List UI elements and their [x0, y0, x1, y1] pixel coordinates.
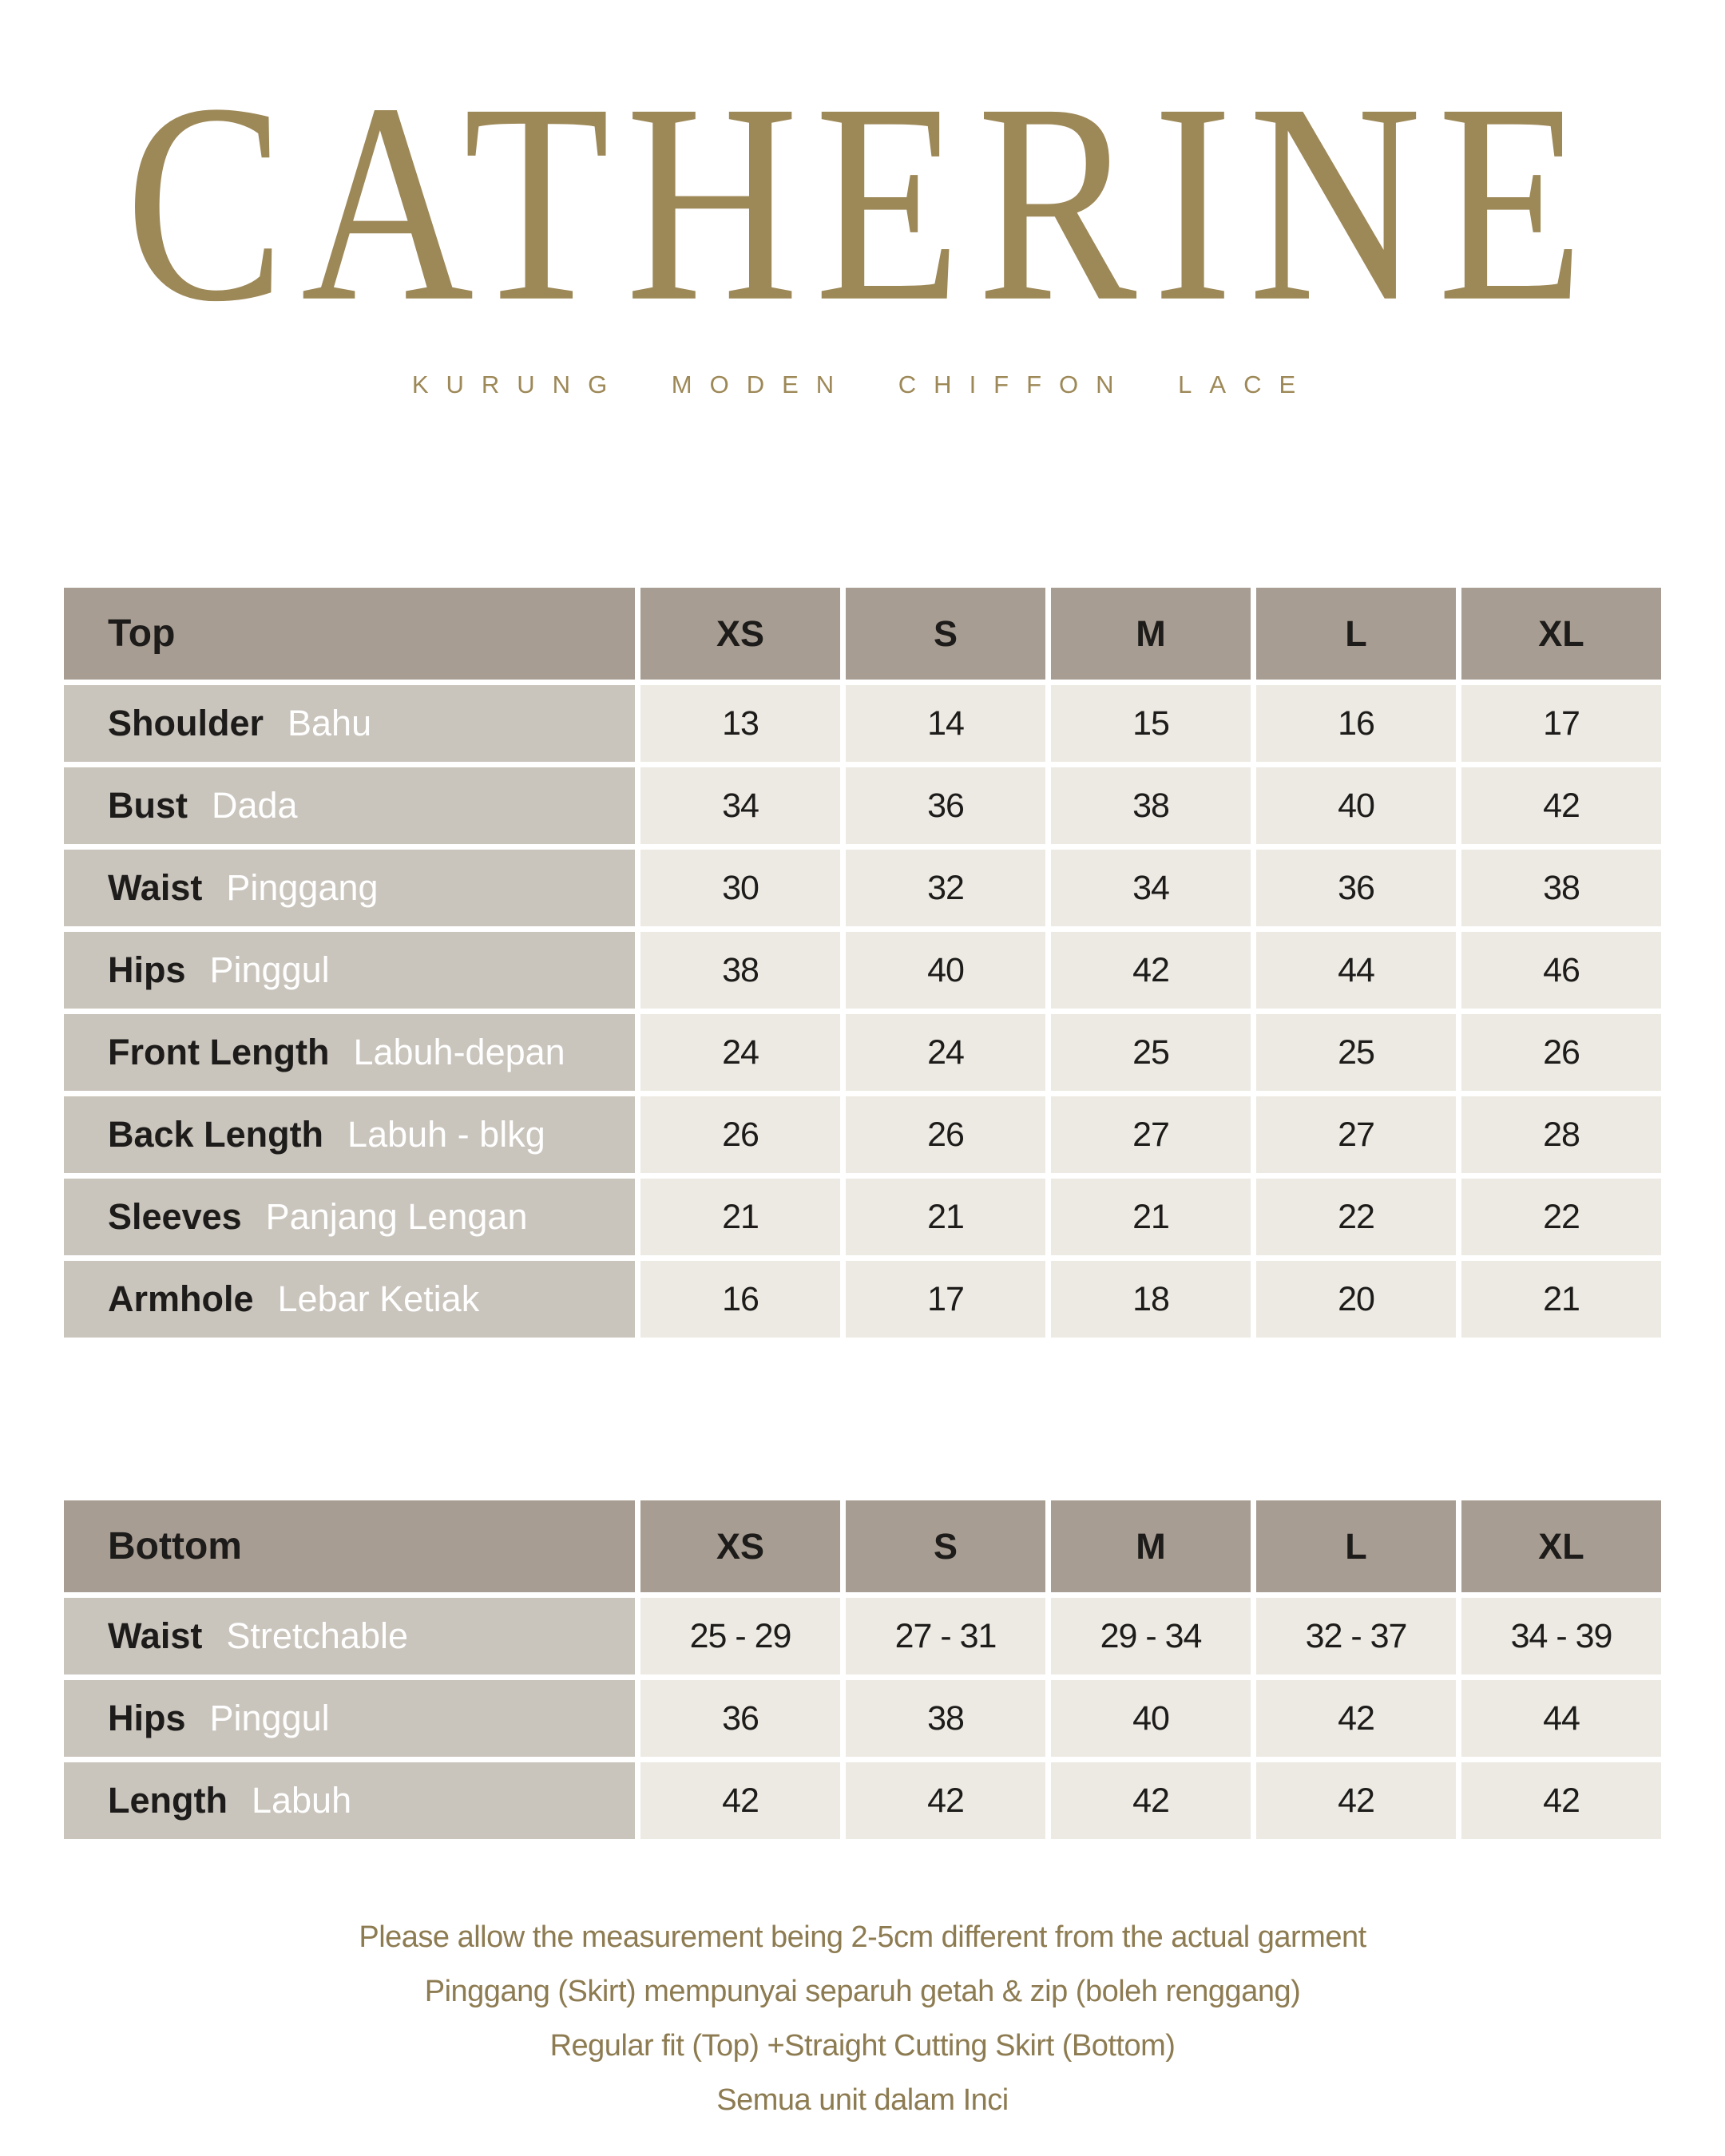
size-header-xs: XS — [640, 588, 840, 680]
cell-value: 21 — [640, 1179, 840, 1255]
row-label — [64, 685, 635, 762]
size-header-s: S — [846, 588, 1045, 680]
cell-value: 34 — [1051, 850, 1251, 926]
row-label-my: Panjang Lengan — [265, 1196, 528, 1237]
footer-line-3: Regular fit (Top) +Straight Cutting Skirt (Bottom) — [549, 2029, 1176, 2063]
cell-value: 38 — [1051, 767, 1251, 844]
row-label-en: Waist — [108, 867, 203, 908]
cell-value: 18 — [1051, 1261, 1251, 1338]
cell-value: 42 — [1051, 1762, 1251, 1839]
row-label-my: Pinggang — [226, 867, 379, 908]
table-row-bottom-waist — [64, 1598, 1661, 1674]
row-label-en: Hips — [108, 949, 186, 990]
cell-value: 24 — [846, 1014, 1045, 1091]
cell-value: 40 — [1051, 1680, 1251, 1757]
bottom-size-table — [64, 1500, 1661, 1839]
table-row-front-length — [64, 1014, 1661, 1091]
row-label — [64, 767, 635, 844]
cell-value: 25 — [1256, 1014, 1456, 1091]
page-subtitle: KURUNG MODEN CHIFFON LACE — [411, 371, 1314, 398]
cell-value: 32 — [846, 850, 1045, 926]
row-label-my: Pinggul — [209, 949, 330, 990]
cell-value: 15 — [1051, 685, 1251, 762]
cell-value: 27 - 31 — [846, 1598, 1045, 1674]
cell-value: 22 — [1256, 1179, 1456, 1255]
row-label-en: Front Length — [108, 1032, 330, 1072]
cell-value: 36 — [640, 1680, 840, 1757]
table-row-bust — [64, 767, 1661, 844]
footer-line-4: Semua unit dalam Inci — [716, 2083, 1009, 2117]
table-row-sleeves — [64, 1179, 1661, 1255]
row-label-en: Shoulder — [108, 703, 264, 743]
row-label-my: Pinggul — [209, 1698, 330, 1738]
cell-value: 22 — [1461, 1179, 1661, 1255]
row-label-en: Back Length — [108, 1114, 324, 1155]
size-header-m: M — [1051, 1500, 1251, 1592]
top-table-header-row — [64, 588, 1661, 680]
cell-value: 13 — [640, 685, 840, 762]
cell-value: 42 — [1256, 1762, 1456, 1839]
footer-line-1: Please allow the measurement being 2-5cm different from the actual garment — [359, 1920, 1366, 1954]
table-row-back-length — [64, 1096, 1661, 1173]
cell-value: 28 — [1461, 1096, 1661, 1173]
row-label — [64, 1261, 635, 1338]
bottom-table-header-row — [64, 1500, 1661, 1592]
cell-value: 38 — [846, 1680, 1045, 1757]
row-label — [64, 1096, 635, 1173]
cell-value: 30 — [640, 850, 840, 926]
cell-value: 46 — [1461, 932, 1661, 1009]
row-label-my: Lebar Ketiak — [277, 1278, 480, 1319]
size-header-xl: XL — [1461, 588, 1661, 680]
cell-value: 27 — [1051, 1096, 1251, 1173]
size-header-s: S — [846, 1500, 1045, 1592]
size-header-m: M — [1051, 588, 1251, 680]
cell-value: 40 — [1256, 767, 1456, 844]
footer-line-2: Pinggang (Skirt) mempunyai separuh getah & zip (boleh renggang) — [424, 1975, 1301, 2008]
cell-value: 36 — [1256, 850, 1456, 926]
row-label-en: Bust — [108, 785, 188, 826]
table-row-shoulder — [64, 685, 1661, 762]
cell-value: 42 — [846, 1762, 1045, 1839]
cell-value: 16 — [1256, 685, 1456, 762]
row-label — [64, 1762, 635, 1839]
row-label — [64, 1179, 635, 1255]
cell-value: 29 - 34 — [1051, 1598, 1251, 1674]
cell-value: 25 — [1051, 1014, 1251, 1091]
cell-value: 42 — [640, 1762, 840, 1839]
cell-value: 17 — [846, 1261, 1045, 1338]
row-label-my: Dada — [212, 785, 298, 826]
cell-value: 21 — [846, 1179, 1045, 1255]
row-label-my: Labuh - blkg — [347, 1114, 545, 1155]
cell-value: 34 — [640, 767, 840, 844]
footer-notes — [0, 1910, 1725, 2127]
cell-value: 14 — [846, 685, 1045, 762]
cell-value: 34 - 39 — [1461, 1598, 1661, 1674]
table-row-bottom-hips — [64, 1680, 1661, 1757]
cell-value: 42 — [1256, 1680, 1456, 1757]
row-label-en: Waist — [108, 1615, 203, 1656]
bottom-table-title: Bottom — [64, 1500, 635, 1592]
size-header-xl: XL — [1461, 1500, 1661, 1592]
cell-value: 25 - 29 — [640, 1598, 840, 1674]
cell-value: 21 — [1051, 1179, 1251, 1255]
cell-value: 17 — [1461, 685, 1661, 762]
top-size-table — [64, 588, 1661, 1338]
cell-value: 42 — [1051, 932, 1251, 1009]
cell-value: 38 — [1461, 850, 1661, 926]
cell-value: 44 — [1256, 932, 1456, 1009]
cell-value: 44 — [1461, 1680, 1661, 1757]
row-label-my: Bahu — [288, 703, 372, 743]
cell-value: 24 — [640, 1014, 840, 1091]
row-label — [64, 932, 635, 1009]
cell-value: 38 — [640, 932, 840, 1009]
row-label-en: Armhole — [108, 1278, 254, 1319]
table-row-hips — [64, 932, 1661, 1009]
cell-value: 26 — [1461, 1014, 1661, 1091]
cell-value: 40 — [846, 932, 1045, 1009]
row-label-my: Stretchable — [226, 1615, 408, 1656]
cell-value: 26 — [846, 1096, 1045, 1173]
table-row-armhole — [64, 1261, 1661, 1338]
row-label-my: Labuh — [251, 1780, 352, 1821]
page-title: CATHERINE — [125, 44, 1600, 361]
row-label — [64, 1680, 635, 1757]
cell-value: 20 — [1256, 1261, 1456, 1338]
size-header-l: L — [1256, 588, 1456, 680]
row-label-en: Hips — [108, 1698, 186, 1738]
cell-value: 16 — [640, 1261, 840, 1338]
cell-value: 32 - 37 — [1256, 1598, 1456, 1674]
row-label-my: Labuh-depan — [353, 1032, 565, 1072]
row-label-en: Sleeves — [108, 1196, 242, 1237]
top-table-title: Top — [64, 588, 635, 680]
row-label — [64, 850, 635, 926]
row-label-en: Length — [108, 1780, 228, 1821]
cell-value: 36 — [846, 767, 1045, 844]
row-label — [64, 1014, 635, 1091]
table-row-waist — [64, 850, 1661, 926]
cell-value: 42 — [1461, 767, 1661, 844]
size-header-xs: XS — [640, 1500, 840, 1592]
cell-value: 27 — [1256, 1096, 1456, 1173]
cell-value: 42 — [1461, 1762, 1661, 1839]
row-label — [64, 1598, 635, 1674]
size-header-l: L — [1256, 1500, 1456, 1592]
table-row-bottom-length — [64, 1762, 1661, 1839]
cell-value: 26 — [640, 1096, 840, 1173]
cell-value: 21 — [1461, 1261, 1661, 1338]
